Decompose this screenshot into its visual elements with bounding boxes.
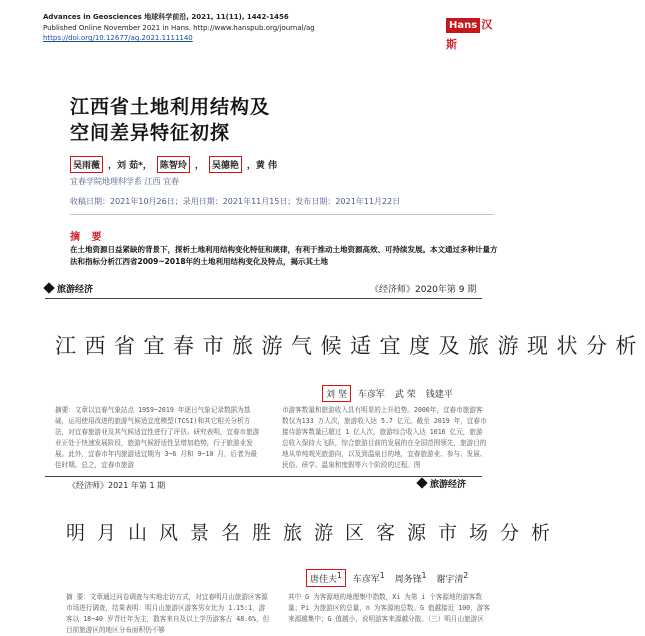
- hans-logo-cn: 汉斯: [446, 18, 493, 51]
- author: [392, 570, 430, 586]
- diamond-bullet-icon: [43, 282, 54, 293]
- paper-3-title: 明月山风景名胜旅游区客源市场分析: [66, 522, 563, 544]
- paper-3-issue-label: 《经济师》2021 年第 1 期: [68, 481, 166, 490]
- author-name: 车彦军: [352, 575, 380, 585]
- author: ，: [194, 161, 204, 171]
- paper-1-dates: 收稿日期：2021年10月26日；录用日期：2021年11月15日；发布日期：2021年11月22日: [70, 197, 401, 206]
- journal-published-line: Published Online November 2021 in Hans. http://www.hanspub.org/journal/ag: [43, 24, 315, 32]
- paper-3-right-column: 其中 G 为客源地的地理集中指数，Xi 为第 i 个客源地的游客数量；Pi 为旅游区的总量，n 为客源地总数。G 值越接近 100，游客来源越集中；G 值越小，说明游客来源越分散。（三）明月山旅游区: [288, 593, 490, 623]
- paper-1-header: [0, 0, 530, 284]
- paper-1-authors: [70, 156, 282, 173]
- paper-1-affiliation: 宜春学院地理科学系 江西 宜春: [70, 177, 180, 186]
- divider: [45, 298, 482, 299]
- author: 钱建平: [425, 390, 453, 400]
- author: ，黄 伟: [246, 161, 278, 171]
- author-name: 唐佳夫: [310, 575, 338, 585]
- author-boxed: 刘 坚: [322, 385, 351, 402]
- author-name: 周务锋: [394, 575, 422, 585]
- author-boxed: 吴德艳: [209, 156, 242, 173]
- author-boxed: [306, 569, 346, 587]
- section-label: 旅游经济: [430, 480, 467, 490]
- abstract-heading: 摘 要: [70, 232, 106, 243]
- author: ，刘 茹*，: [108, 161, 152, 171]
- author-boxed: 吴雨薇: [70, 156, 103, 173]
- paper-1-title-line-1: 江西省土地利用结构及: [70, 96, 271, 118]
- paper-2-issue-label: 《经济师》2020年第 9 期: [370, 285, 477, 295]
- paper-2-section-bar: [45, 284, 93, 296]
- divider: [45, 476, 482, 477]
- doi-link[interactable]: https://doi.org/10.12677/ag.2021.1111140: [43, 34, 193, 42]
- paper-3-section-bar: [418, 479, 466, 491]
- author: 车彦军: [357, 390, 385, 400]
- author-sup: 1: [379, 571, 385, 580]
- paper-2-title: 江西省宜春市旅游气候适宜度及旅游现状分析: [55, 334, 645, 358]
- abstract-text: 在土地资源日益紧缺的背景下，探析土地利用结构变化特征和规律，有利于推动土地资源高效、可持续发展。本文通过多种计量方法和指标分析江西省2009~2018年的土地利用结构变化及特点，揭示其土地: [70, 245, 498, 266]
- paper-2-authors: [322, 385, 460, 402]
- author-sup: 1: [421, 571, 427, 580]
- author: 武 荣: [394, 390, 416, 400]
- paper-1-title-line-2: 空间差异特征初探: [70, 122, 231, 144]
- paper-2-left-column: 摘要：文章以宜春气象站点 1959~2019 年逐日气象记录数据为基础，运用使用改进的旅游气候适宜度模型(TCSI)和其它相关分析方法，对宜春旅游业及其气候适宜性进行了评估。研究表明，宜春市旅游业正处于快速发展阶段，旅游气候舒适性呈增加趋势，行于旅游业发展。此外，宜春市年内旅游适宜期为 3~6 月和 9~10 月，后者为最佳时期。总之，宜春市旅游: [55, 406, 260, 469]
- author-boxed: 陈智玲: [157, 156, 190, 173]
- paper-3-left-column: 摘 要：文章通过问卷调查与实地走访方式，对宜春明月山旅游区客源市场进行调查，结果表明：明月山旅游区游客男女比为 1.15:1，游客以 18~40 岁青壮年为主，散客来自及以上学历游客占 48.6%，但目前旅游区的地区分布面积仍不够: [66, 593, 270, 634]
- section-label: 旅游经济: [57, 285, 94, 295]
- divider: [70, 214, 494, 215]
- author-sup: 1: [337, 571, 342, 580]
- author-name: 谢宇清: [436, 575, 464, 585]
- paper-3-authors: [306, 569, 475, 587]
- author: [350, 570, 388, 586]
- author-sup: 2: [463, 571, 469, 580]
- paper-2-right-column: 市游客数量和旅游收入具有明显的上升趋势。2000年，宜春市旅游客数仅为133 万人次，旅游收入达 5.7 亿元。截至 2019 年，宜春市接待游客数量已超过 1 亿人次，旅游综合收入达 1016 亿元，旅游总收入保持大飞跃，综合旅游目前的发展的在全国范围领先，旅游目的地从单纯观光旅游向，以及到温泉目的地，宜春旅游业、参与、发展、民俗、研学、温泉和度假等六个阶段的过程。图: [282, 406, 487, 469]
- diamond-bullet-icon: [416, 477, 427, 488]
- hans-logo: [446, 13, 500, 51]
- author: [433, 570, 471, 586]
- hans-logo-box: Hans: [446, 18, 480, 33]
- journal-citation: Advances in Geosciences 地球科学前沿, 2021, 11(11), 1442-1456: [43, 13, 289, 21]
